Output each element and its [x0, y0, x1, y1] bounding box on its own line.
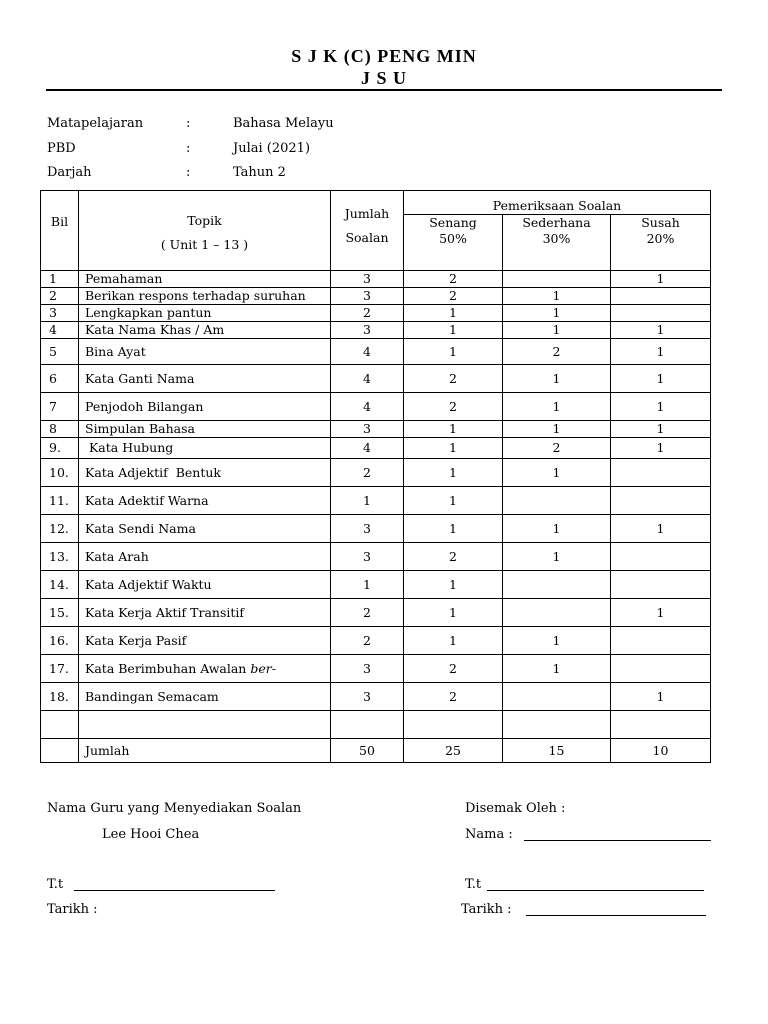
table-row [41, 421, 711, 438]
row-topik-text: Kata Adektif Warna [85, 492, 209, 508]
row-jumlah-text: 1 [363, 492, 371, 508]
header-jumlah [331, 191, 404, 271]
subject-colon: : [186, 116, 191, 131]
row-bil-text: 8 [49, 421, 57, 436]
row-bil-text: 11. [49, 492, 69, 508]
row-bil [41, 599, 79, 627]
row-topik-italic: ber- [250, 660, 276, 676]
row-jumlah-text: 2 [363, 305, 371, 320]
row-topik-text: Kata Arah [85, 548, 149, 564]
header-susah-label: Susah [641, 215, 680, 230]
row-senang-text: 1 [449, 322, 457, 337]
signature-right-line [487, 890, 704, 891]
row-jumlah-text: 3 [363, 288, 371, 303]
row-senang-text: 1 [449, 492, 457, 508]
row-jumlah [331, 683, 404, 711]
row-susah-text: 1 [656, 322, 665, 337]
row-jumlah [331, 393, 404, 421]
row-topik [79, 322, 331, 339]
row-jumlah-text: 3 [363, 421, 371, 436]
header-jumlah-line2: Soalan [345, 230, 389, 245]
row-sederhana [503, 543, 611, 571]
row-sederhana [503, 655, 611, 683]
row-susah-text: 1 [656, 343, 665, 359]
header-sederhana-label: Sederhana [522, 215, 591, 230]
row-jumlah-text: 3 [363, 271, 371, 286]
row-sederhana [503, 487, 611, 515]
pbd-colon: : [186, 141, 191, 156]
date-right-label: Tarikh : [461, 902, 512, 917]
row-bil [41, 515, 79, 543]
row-topik [79, 711, 331, 739]
header-susah-pct: 20% [646, 231, 675, 246]
row-topik-text: Kata Berimbuhan Awalan [85, 660, 251, 676]
row-susah [611, 305, 711, 322]
header-topik [79, 191, 331, 271]
signature-left-label: T.t [47, 877, 64, 892]
total-susah: 10 [611, 739, 711, 763]
row-susah [611, 365, 711, 393]
row-topik-text: Penjodoh Bilangan [85, 398, 204, 414]
row-topik-text: Kata Ganti Nama [85, 370, 195, 386]
row-susah [611, 421, 711, 438]
row-senang-text: 1 [449, 632, 457, 648]
table-row [41, 322, 711, 339]
row-bil-text: 3 [49, 305, 57, 320]
row-senang [404, 711, 503, 739]
header-divider [46, 89, 722, 91]
row-susah [611, 271, 711, 288]
row-senang [404, 683, 503, 711]
row-topik [79, 627, 331, 655]
row-sederhana [503, 305, 611, 322]
row-sederhana-text: 1 [552, 305, 561, 320]
row-bil [41, 288, 79, 305]
row-jumlah-text: 1 [363, 576, 371, 592]
row-topik [79, 655, 331, 683]
row-topik [79, 393, 331, 421]
row-topik-text: Berikan respons terhadap suruhan [85, 288, 306, 303]
row-bil-text: 10. [49, 464, 69, 480]
row-jumlah [331, 627, 404, 655]
row-bil [41, 571, 79, 599]
row-senang-text: 1 [449, 421, 457, 436]
row-jumlah [331, 421, 404, 438]
row-jumlah-text: 4 [363, 440, 371, 455]
row-jumlah [331, 543, 404, 571]
row-jumlah [331, 322, 404, 339]
signature-left-line [74, 890, 275, 891]
table-row [41, 515, 711, 543]
header-susah [611, 215, 711, 271]
date-right-line [526, 915, 706, 916]
row-bil-text: 9. [49, 440, 61, 455]
table-row [41, 487, 711, 515]
row-bil [41, 655, 79, 683]
row-susah [611, 571, 711, 599]
header-sederhana-pct: 30% [542, 231, 571, 246]
row-sederhana-text: 1 [552, 398, 561, 414]
row-sederhana [503, 322, 611, 339]
row-senang-text: 2 [449, 660, 457, 676]
row-topik-text: Kata Sendi Nama [85, 520, 196, 536]
row-susah-text: 1 [656, 520, 665, 536]
table-body [41, 271, 711, 739]
row-topik-text: Pemahaman [85, 271, 163, 286]
header-sederhana [503, 215, 611, 271]
row-sederhana [503, 288, 611, 305]
row-susah [611, 438, 711, 459]
row-senang-text: 1 [449, 464, 457, 480]
row-susah [611, 599, 711, 627]
row-topik-text: Kata Nama Khas / Am [85, 322, 225, 337]
row-susah [611, 627, 711, 655]
table-row [41, 288, 711, 305]
row-susah-text: 1 [656, 370, 665, 386]
class-value: Tahun 2 [233, 165, 286, 180]
table-row [41, 271, 711, 288]
row-jumlah-text: 3 [363, 520, 371, 536]
row-topik [79, 438, 331, 459]
row-sederhana [503, 339, 611, 365]
row-senang [404, 487, 503, 515]
row-sederhana [503, 438, 611, 459]
row-jumlah-text: 2 [363, 604, 371, 620]
row-senang [404, 288, 503, 305]
row-sederhana-text: 1 [552, 322, 561, 337]
row-topik [79, 599, 331, 627]
row-senang-text: 1 [449, 520, 457, 536]
row-senang-text: 1 [449, 440, 457, 455]
row-sederhana-text: 1 [552, 421, 561, 436]
row-sederhana-text: 1 [552, 370, 561, 386]
row-topik [79, 487, 331, 515]
row-senang [404, 655, 503, 683]
row-jumlah [331, 438, 404, 459]
row-jumlah [331, 515, 404, 543]
header-senang [404, 215, 503, 271]
date-left-label: Tarikh : [47, 902, 98, 917]
row-susah [611, 683, 711, 711]
row-senang-text: 2 [449, 288, 457, 303]
row-senang [404, 305, 503, 322]
row-topik [79, 683, 331, 711]
table-row [41, 571, 711, 599]
checked-by-label: Disemak Oleh : [465, 801, 566, 816]
row-senang [404, 627, 503, 655]
row-susah [611, 515, 711, 543]
total-row [41, 739, 711, 763]
checker-name-label: Nama : [465, 827, 513, 842]
row-senang [404, 322, 503, 339]
row-senang [404, 515, 503, 543]
table-row [41, 655, 711, 683]
table-row [41, 459, 711, 487]
row-jumlah-text: 4 [363, 398, 371, 414]
row-jumlah [331, 339, 404, 365]
row-jumlah [331, 571, 404, 599]
row-jumlah-text: 4 [363, 370, 371, 386]
row-senang-text: 2 [449, 271, 457, 286]
header-topik-title: Topik [187, 213, 222, 228]
row-jumlah [331, 305, 404, 322]
table-row [41, 365, 711, 393]
row-sederhana [503, 421, 611, 438]
table-row [41, 543, 711, 571]
total-jumlah: 50 [331, 739, 404, 763]
row-topik [79, 288, 331, 305]
row-susah-text: 1 [656, 421, 665, 436]
row-topik-text: Bina Ayat [85, 343, 146, 359]
row-topik-text: Bandingan Semacam [85, 688, 219, 704]
row-sederhana-text: 1 [552, 464, 561, 480]
row-topik [79, 365, 331, 393]
row-bil-text: 14. [49, 576, 69, 592]
row-topik [79, 305, 331, 322]
row-susah-text: 1 [656, 440, 665, 455]
signature-right-label: T.t [465, 877, 482, 892]
total-bil-cell [41, 739, 79, 763]
row-susah-text: 1 [656, 688, 665, 704]
table-row [41, 711, 711, 739]
row-sederhana-text: 1 [552, 288, 561, 303]
row-topik [79, 459, 331, 487]
row-bil-text: 4 [49, 322, 57, 337]
row-sederhana [503, 271, 611, 288]
row-jumlah [331, 599, 404, 627]
row-jumlah-text: 4 [363, 343, 371, 359]
row-senang [404, 339, 503, 365]
total-label: Jumlah [79, 739, 331, 763]
pbd-label: PBD [47, 141, 76, 156]
row-sederhana [503, 515, 611, 543]
checker-name-line [524, 840, 711, 841]
row-senang [404, 571, 503, 599]
row-bil [41, 711, 79, 739]
row-senang [404, 365, 503, 393]
row-jumlah [331, 655, 404, 683]
row-susah-text: 1 [656, 604, 665, 620]
row-susah [611, 711, 711, 739]
row-topik [79, 271, 331, 288]
row-bil-text: 16. [49, 632, 69, 648]
row-susah [611, 339, 711, 365]
row-sederhana [503, 365, 611, 393]
row-bil-text: 13. [49, 548, 69, 564]
table-row [41, 683, 711, 711]
row-bil-text: 2 [49, 288, 57, 303]
subject-label: Matapelajaran [47, 116, 144, 131]
row-senang [404, 393, 503, 421]
document-title: J S U [360, 68, 407, 88]
row-topik [79, 515, 331, 543]
row-bil [41, 543, 79, 571]
row-bil [41, 683, 79, 711]
row-senang-text: 2 [449, 370, 457, 386]
row-susah [611, 655, 711, 683]
row-topik [79, 421, 331, 438]
table-row [41, 438, 711, 459]
jsu-table [40, 190, 711, 763]
teacher-name: Lee Hooi Chea [102, 827, 200, 842]
row-sederhana-text: 1 [552, 520, 561, 536]
row-bil [41, 438, 79, 459]
row-jumlah [331, 365, 404, 393]
row-senang-text: 1 [449, 305, 457, 320]
row-sederhana [503, 711, 611, 739]
row-jumlah [331, 459, 404, 487]
row-jumlah-text: 2 [363, 632, 371, 648]
row-senang-text: 2 [449, 548, 457, 564]
table-row [41, 393, 711, 421]
row-senang-text: 1 [449, 604, 457, 620]
row-bil [41, 421, 79, 438]
row-topik-text: Lengkapkan pantun [85, 305, 212, 320]
row-bil [41, 365, 79, 393]
pbd-value: Julai (2021) [233, 141, 311, 156]
row-senang [404, 421, 503, 438]
header-topik-sub: ( Unit 1 – 13 ) [160, 237, 249, 252]
row-jumlah-text: 3 [363, 660, 371, 676]
row-topik-text: Kata Kerja Pasif [85, 632, 187, 648]
row-bil [41, 459, 79, 487]
row-sederhana-text: 1 [552, 548, 561, 564]
table-row [41, 599, 711, 627]
table-row [41, 339, 711, 365]
row-sederhana [503, 599, 611, 627]
row-sederhana-text: 2 [552, 440, 561, 455]
row-bil-text: 7 [49, 398, 57, 414]
row-susah-text: 1 [656, 271, 665, 286]
row-senang [404, 599, 503, 627]
row-sederhana [503, 393, 611, 421]
row-jumlah [331, 711, 404, 739]
row-susah-text: 1 [656, 398, 665, 414]
row-susah [611, 459, 711, 487]
row-sederhana-text: 1 [552, 632, 561, 648]
row-sederhana [503, 459, 611, 487]
header-pemeriksaan: Pemeriksaan Soalan [404, 191, 711, 215]
row-bil-text: 1 [49, 271, 57, 286]
row-susah [611, 543, 711, 571]
row-sederhana-text: 1 [552, 660, 561, 676]
row-bil-text: 12. [49, 520, 69, 536]
row-senang-text: 1 [449, 343, 457, 359]
row-bil [41, 487, 79, 515]
row-bil [41, 271, 79, 288]
row-susah [611, 288, 711, 305]
row-bil-text: 6 [49, 370, 57, 386]
row-jumlah [331, 487, 404, 515]
class-label: Darjah [47, 165, 92, 180]
row-bil-text: 15. [49, 604, 69, 620]
row-topik-text: Kata Kerja Aktif Transitif [85, 604, 245, 620]
row-topik-text: Kata Adjektif Waktu [85, 576, 212, 592]
header-senang-label: Senang [429, 215, 477, 230]
row-topik-text: Kata Adjektif Bentuk [85, 464, 221, 480]
subject-value: Bahasa Melayu [233, 116, 334, 131]
row-sederhana-text: 2 [552, 343, 561, 359]
row-sederhana [503, 683, 611, 711]
row-senang [404, 271, 503, 288]
row-bil [41, 627, 79, 655]
row-senang [404, 438, 503, 459]
row-bil-text: 5 [49, 343, 57, 359]
row-topik [79, 339, 331, 365]
row-jumlah-text: 3 [363, 688, 371, 704]
row-jumlah [331, 288, 404, 305]
total-senang: 25 [404, 739, 503, 763]
row-jumlah-text: 3 [363, 322, 371, 337]
table-row [41, 305, 711, 322]
row-susah [611, 393, 711, 421]
row-sederhana [503, 571, 611, 599]
prepared-by-label: Nama Guru yang Menyediakan Soalan [47, 801, 302, 816]
row-senang-text: 2 [449, 688, 457, 704]
row-topik [79, 571, 331, 599]
row-topik-text: Simpulan Bahasa [85, 421, 195, 436]
row-senang-text: 1 [449, 576, 457, 592]
row-jumlah-text: 3 [363, 548, 371, 564]
table-row [41, 627, 711, 655]
total-sederhana: 15 [503, 739, 611, 763]
row-jumlah [331, 271, 404, 288]
row-senang [404, 459, 503, 487]
school-name: S J K (C) PENG MIN [291, 46, 477, 66]
row-topik [79, 543, 331, 571]
row-topik-text: Kata Hubung [85, 440, 174, 455]
row-senang-text: 2 [449, 398, 457, 414]
row-jumlah-text: 2 [363, 464, 371, 480]
class-colon: : [186, 165, 191, 180]
row-susah [611, 322, 711, 339]
header-bil: Bil [41, 191, 79, 271]
row-bil [41, 339, 79, 365]
row-senang [404, 543, 503, 571]
header-senang-pct: 50% [439, 231, 467, 246]
row-bil [41, 322, 79, 339]
row-susah [611, 487, 711, 515]
row-bil-text: 17. [49, 660, 69, 676]
header-jumlah-line1: Jumlah [344, 206, 390, 221]
row-bil [41, 305, 79, 322]
row-bil [41, 393, 79, 421]
row-sederhana [503, 627, 611, 655]
row-bil-text: 18. [49, 688, 69, 704]
